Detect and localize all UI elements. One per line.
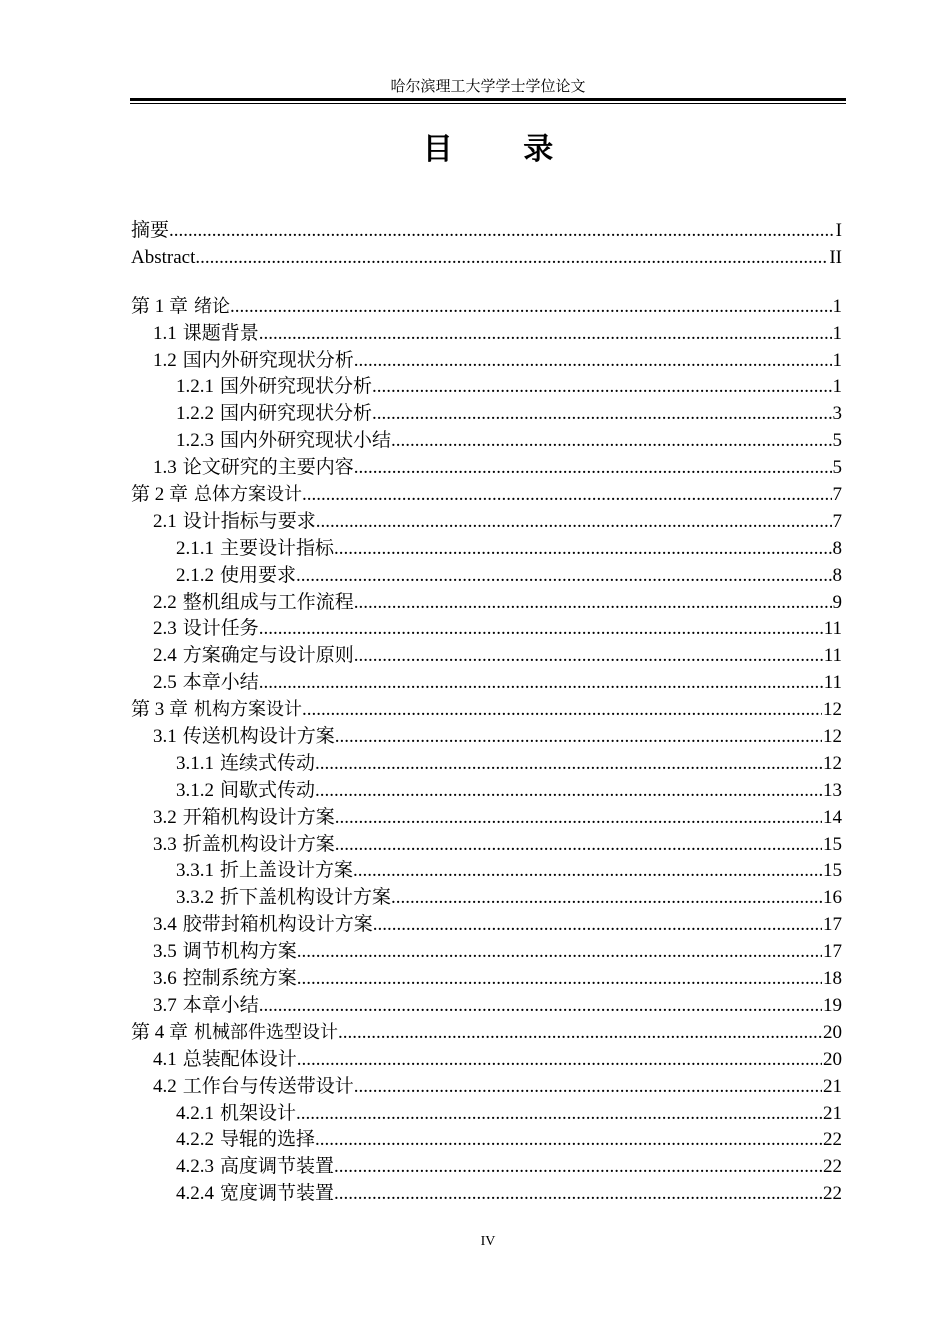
- toc-entry-page: 12: [822, 724, 842, 751]
- toc-entry-number: 2.5: [153, 672, 177, 694]
- toc-entry-page: 11: [823, 670, 842, 697]
- toc-entry-leader: [131, 805, 842, 832]
- toc-entry-number: 3.1: [153, 726, 177, 748]
- toc-entry-number: 2.1: [153, 510, 177, 532]
- toc-entry-number: 第 3 章: [131, 699, 189, 721]
- toc-entry-title: 论文研究的主要内容: [182, 457, 354, 479]
- toc-entry-title: 国内研究现状分析: [220, 403, 373, 425]
- toc-entry-page: 21: [822, 1074, 842, 1101]
- toc-entry[interactable]: [131, 697, 842, 724]
- toc-entry-page: 15: [822, 832, 842, 859]
- toc-entry-page: 7: [832, 482, 843, 509]
- toc-entry-leader: [131, 1074, 842, 1101]
- toc-entry-title: 总装配体设计: [182, 1048, 297, 1070]
- toc-entry-page: I: [835, 218, 842, 245]
- toc-entry[interactable]: [131, 643, 842, 670]
- toc-entry-page: 9: [832, 590, 843, 617]
- toc-entry-number: 1.2.2: [176, 403, 214, 425]
- toc-entry[interactable]: [131, 912, 842, 939]
- toc-entry-page: II: [828, 245, 842, 272]
- toc-entry-page: 7: [832, 509, 843, 536]
- toc-entry-title: 连续式传动: [220, 752, 316, 774]
- toc-entry[interactable]: [131, 1020, 842, 1047]
- toc-entry-page: 1: [832, 294, 843, 321]
- toc-entry-number: 3.3.1: [176, 860, 214, 882]
- toc-entry-page: 21: [822, 1101, 842, 1128]
- toc-entry-number: 3.4: [153, 914, 177, 936]
- toc-entry-leader: [131, 939, 842, 966]
- toc-entry-title: 主要设计指标: [220, 537, 335, 559]
- toc-entry-leader: [131, 993, 842, 1020]
- toc-entry[interactable]: [131, 1074, 842, 1101]
- toc-entry-number: 1.2.1: [176, 376, 214, 398]
- toc-entry-number: 3.6: [153, 968, 177, 990]
- toc-entry-title: 整机组成与工作流程: [182, 591, 354, 613]
- toc-entry-page: 22: [822, 1181, 842, 1208]
- toc-entry-title: 宽度调节装置: [220, 1183, 335, 1205]
- toc-entry[interactable]: [131, 885, 842, 912]
- toc-title: 目 录: [422, 132, 584, 167]
- toc-entry[interactable]: [131, 536, 842, 563]
- toc-entry-number: 第 1 章: [131, 295, 189, 317]
- toc-entry[interactable]: [131, 455, 842, 482]
- toc-entry-page: 8: [832, 563, 843, 590]
- toc-entry[interactable]: [131, 778, 842, 805]
- toc-entry-number: 4.2.3: [176, 1156, 214, 1178]
- toc-entry-leader: [131, 321, 842, 348]
- toc-entry-title: 国内外研究现状小结: [220, 430, 392, 452]
- toc-entry-leader: [131, 1101, 842, 1128]
- toc-entry-number: 3.5: [153, 941, 177, 963]
- table-of-contents: [131, 218, 842, 1208]
- toc-entry-page: 11: [823, 643, 842, 670]
- toc-entry-page: 15: [822, 858, 842, 885]
- toc-entry-title: 导辊的选择: [220, 1129, 316, 1151]
- toc-entry[interactable]: [131, 245, 842, 272]
- toc-entry-title: 间歇式传动: [220, 779, 316, 801]
- toc-entry[interactable]: [131, 218, 842, 245]
- toc-entry-number: 1.1: [153, 322, 177, 344]
- toc-entry-number: 1.2: [153, 349, 177, 371]
- toc-entry-number: 3.3.2: [176, 887, 214, 909]
- toc-entry-page: 19: [822, 993, 842, 1020]
- toc-entry-title: 总体方案设计: [194, 484, 303, 506]
- toc-entry-leader: [131, 536, 842, 563]
- toc-entry-leader: [131, 482, 842, 509]
- toc-entry[interactable]: [131, 1154, 842, 1181]
- toc-entry-leader: [131, 670, 842, 697]
- toc-entry-number: 第 4 章: [131, 1021, 189, 1043]
- toc-entry[interactable]: [131, 832, 842, 859]
- toc-entry[interactable]: [131, 1101, 842, 1128]
- toc-entry-number: 1.2.3: [176, 430, 214, 452]
- toc-entry-page: 17: [822, 939, 842, 966]
- toc-entry-title: 开箱机构设计方案: [182, 806, 335, 828]
- toc-entry-title: 本章小结: [182, 994, 259, 1016]
- toc-entry-title: 折下盖机构设计方案: [220, 887, 392, 909]
- toc-entry-leader: [131, 643, 842, 670]
- toc-entry-page: 20: [822, 1020, 842, 1047]
- toc-entry[interactable]: [131, 590, 842, 617]
- toc-entry[interactable]: [131, 1127, 842, 1154]
- toc-entry-number: 2.4: [153, 645, 177, 667]
- toc-entry-page: 11: [823, 616, 842, 643]
- toc-entry-page: 1: [832, 374, 843, 401]
- toc-entry[interactable]: [131, 563, 842, 590]
- toc-entry-leader: [131, 912, 842, 939]
- toc-entry-leader: [131, 885, 842, 912]
- toc-entry[interactable]: [131, 1047, 842, 1074]
- toc-entry-leader: [131, 1047, 842, 1074]
- toc-entry-leader: [131, 778, 842, 805]
- toc-entry-title: 折盖机构设计方案: [182, 833, 335, 855]
- toc-entry-leader: [131, 374, 842, 401]
- toc-entry-title: 折上盖设计方案: [220, 860, 354, 882]
- toc-entry-leader: [131, 966, 842, 993]
- toc-entry[interactable]: [131, 294, 842, 321]
- toc-entry-page: 20: [822, 1047, 842, 1074]
- toc-entry[interactable]: [131, 993, 842, 1020]
- toc-entry-leader: [131, 1154, 842, 1181]
- toc-entry-title: 机架设计: [220, 1102, 297, 1124]
- toc-entry-number: 4.2: [153, 1075, 177, 1097]
- toc-entry-page: 13: [822, 778, 842, 805]
- toc-entry[interactable]: [131, 509, 842, 536]
- toc-entry[interactable]: [131, 966, 842, 993]
- toc-entry-title: 设计指标与要求: [182, 510, 316, 532]
- toc-entry[interactable]: [131, 321, 842, 348]
- toc-entry[interactable]: [131, 724, 842, 751]
- toc-entry-title: 方案确定与设计原则: [182, 645, 354, 667]
- toc-entry-title: 课题背景: [182, 322, 259, 344]
- toc-entry-page: 1: [832, 348, 843, 375]
- toc-entry-page: 12: [822, 697, 842, 724]
- toc-entry[interactable]: [131, 348, 842, 375]
- toc-entry-leader: [131, 348, 842, 375]
- toc-entry-leader: [131, 832, 842, 859]
- toc-entry-title: 控制系统方案: [182, 968, 297, 990]
- toc-entry-leader: [131, 751, 842, 778]
- toc-entry-title: Abstract: [131, 246, 196, 268]
- toc-entry-page: 22: [822, 1127, 842, 1154]
- toc-entry-leader: [131, 616, 842, 643]
- toc-entry-title: 高度调节装置: [220, 1156, 335, 1178]
- toc-entry-leader: [131, 294, 842, 321]
- toc-entry-leader: [131, 1020, 842, 1047]
- toc-entry[interactable]: [131, 616, 842, 643]
- toc-entry[interactable]: [131, 751, 842, 778]
- toc-entry-title: 摘要: [131, 220, 170, 241]
- toc-entry-leader: [131, 724, 842, 751]
- toc-entry[interactable]: [131, 428, 842, 455]
- toc-entry-title: 国外研究现状分析: [220, 376, 373, 398]
- toc-entry-title: 机构方案设计: [194, 699, 303, 721]
- toc-entry-page: 3: [832, 401, 843, 428]
- toc-entry-title: 绪论: [194, 295, 231, 317]
- page-number: IV: [480, 1234, 496, 1249]
- toc-entry-page: 5: [832, 455, 843, 482]
- toc-entry-page: 5: [832, 428, 843, 455]
- toc-entry-number: 4.2.1: [176, 1102, 214, 1124]
- toc-entry-leader: [131, 245, 842, 272]
- toc-entry[interactable]: [131, 670, 842, 697]
- toc-entry-page: 22: [822, 1154, 842, 1181]
- toc-entry-leader: [131, 401, 842, 428]
- toc-entry-number: 4.1: [153, 1048, 177, 1070]
- toc-entry-page: 18: [822, 966, 842, 993]
- toc-entry[interactable]: [131, 401, 842, 428]
- toc-entry-page: 1: [832, 321, 843, 348]
- toc-entry-page: 12: [822, 751, 842, 778]
- toc-entry-number: 4.2.4: [176, 1183, 214, 1205]
- toc-entry-number: 3.1.2: [176, 779, 214, 801]
- toc-entry-title: 工作台与传送带设计: [182, 1075, 354, 1097]
- toc-entry-title: 使用要求: [220, 564, 297, 586]
- toc-entry-number: 第 2 章: [131, 484, 189, 506]
- toc-entry-title: 机械部件选型设计: [194, 1021, 339, 1043]
- toc-entry-number: 1.3: [153, 457, 177, 479]
- toc-entry-leader: [131, 563, 842, 590]
- toc-entry[interactable]: [131, 482, 842, 509]
- toc-entry-title: 本章小结: [182, 672, 259, 694]
- toc-entry-title: 设计任务: [182, 618, 259, 640]
- toc-entry-page: 8: [832, 536, 843, 563]
- toc-entry[interactable]: [131, 858, 842, 885]
- toc-entry-page: 17: [822, 912, 842, 939]
- toc-entry-title: 调节机构方案: [182, 941, 297, 963]
- toc-entry-leader: [131, 697, 842, 724]
- toc-entry-number: 2.3: [153, 618, 177, 640]
- toc-entry[interactable]: [131, 805, 842, 832]
- toc-entry-number: 3.7: [153, 994, 177, 1016]
- toc-entry[interactable]: [131, 1181, 842, 1208]
- toc-entry-number: 3.2: [153, 806, 177, 828]
- toc-entry-leader: [131, 1181, 842, 1208]
- toc-entry-number: 2.1.1: [176, 537, 214, 559]
- toc-entry-title: 胶带封箱机构设计方案: [182, 914, 373, 936]
- toc-entry-page: 16: [822, 885, 842, 912]
- toc-entry-number: 2.2: [153, 591, 177, 613]
- toc-entry-title: 传送机构设计方案: [182, 726, 335, 748]
- toc-entry-leader: [131, 1127, 842, 1154]
- toc-entry-leader: [131, 590, 842, 617]
- running-header: 哈尔滨理工大学学士学位论文: [390, 79, 586, 95]
- header-rule-thick: [130, 98, 846, 101]
- toc-entry-number: 3.1.1: [176, 752, 214, 774]
- toc-entry-leader: [131, 455, 842, 482]
- toc-entry-title: 国内外研究现状分析: [182, 349, 354, 371]
- toc-entry-leader: [131, 428, 842, 455]
- toc-entry[interactable]: [131, 374, 842, 401]
- toc-entry-leader: [131, 218, 842, 245]
- toc-entry[interactable]: [131, 939, 842, 966]
- toc-entry-number: 4.2.2: [176, 1129, 214, 1151]
- toc-entry-leader: [131, 509, 842, 536]
- header-rule-thin: [130, 103, 846, 104]
- toc-entry-number: 3.3: [153, 833, 177, 855]
- toc-entry-number: 2.1.2: [176, 564, 214, 586]
- toc-entry-page: 14: [822, 805, 842, 832]
- toc-entry-leader: [131, 858, 842, 885]
